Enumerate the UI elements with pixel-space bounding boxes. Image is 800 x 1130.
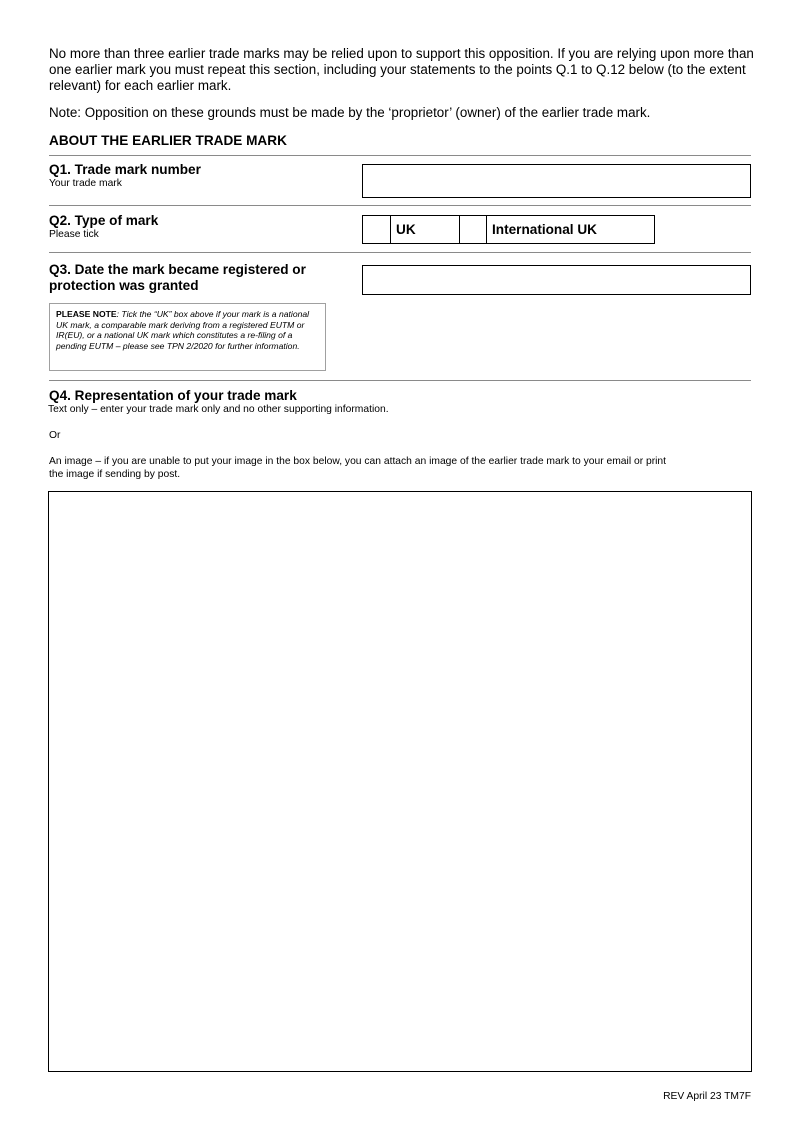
q1-subtitle: Your trade mark — [49, 178, 122, 189]
divider — [49, 155, 751, 156]
q4-title: Q4. Representation of your trade mark — [49, 388, 297, 403]
q3-title-line1: Q3. Date the mark became registered or — [49, 262, 306, 277]
owner-note: Note: Opposition on these grounds must be made by the ‘proprietor’ (owner) of the earlier trade mark. — [49, 105, 651, 120]
international-uk-option-label: International UK — [486, 215, 655, 244]
q4-or: Or — [49, 430, 61, 441]
q1-label — [49, 162, 201, 190]
please-note-label: PLEASE NOTE — [56, 309, 117, 319]
q4-text-only-instruction: Text only – enter your trade mark only and no other supporting information. — [48, 404, 389, 415]
divider — [49, 252, 751, 253]
q2-label — [49, 213, 158, 241]
q3-date-registered-field[interactable] — [362, 265, 751, 295]
uk-option-label: UK — [390, 215, 460, 244]
q3-label — [49, 262, 306, 294]
uk-checkbox[interactable] — [362, 215, 391, 244]
please-note-box — [49, 303, 326, 371]
section-heading: ABOUT THE EARLIER TRADE MARK — [49, 133, 287, 148]
divider — [49, 380, 751, 381]
q4-trade-mark-representation-box[interactable] — [48, 491, 752, 1072]
q1-title: Q1. Trade mark number — [49, 162, 201, 177]
q4-image-instruction-line2: the image if sending by post. — [49, 469, 181, 480]
divider — [49, 205, 751, 206]
please-note-text: : Tick the “UK” box above if your mark is a national UK mark, a comparable mark deriving from a registered EUTM or IR(EU), or a national UK mark which constitutes a re-filing of a pending EUTM – please see TPN 2/2020 for further information. — [56, 309, 310, 351]
q3-title-line2: protection was granted — [49, 278, 199, 293]
intro-paragraph: No more than three earlier trade marks may be relied upon to support this opposition. If you are relying upon more than one earlier mark you must repeat this section, including your statements to the points Q.1 to Q.12 below (to the extent relevant) for each earlier mark. — [49, 46, 754, 93]
international-uk-checkbox[interactable] — [459, 215, 487, 244]
q1-trade-mark-number-field[interactable] — [362, 164, 751, 198]
form-revision-footer: REV April 23 TM7F — [663, 1091, 751, 1102]
q2-title: Q2. Type of mark — [49, 213, 159, 228]
q2-subtitle: Please tick — [49, 229, 99, 240]
q4-image-instruction-line1: An image – if you are unable to put your image in the box below, you can attach an image of the earlier trade mark to your email or print — [49, 456, 667, 467]
